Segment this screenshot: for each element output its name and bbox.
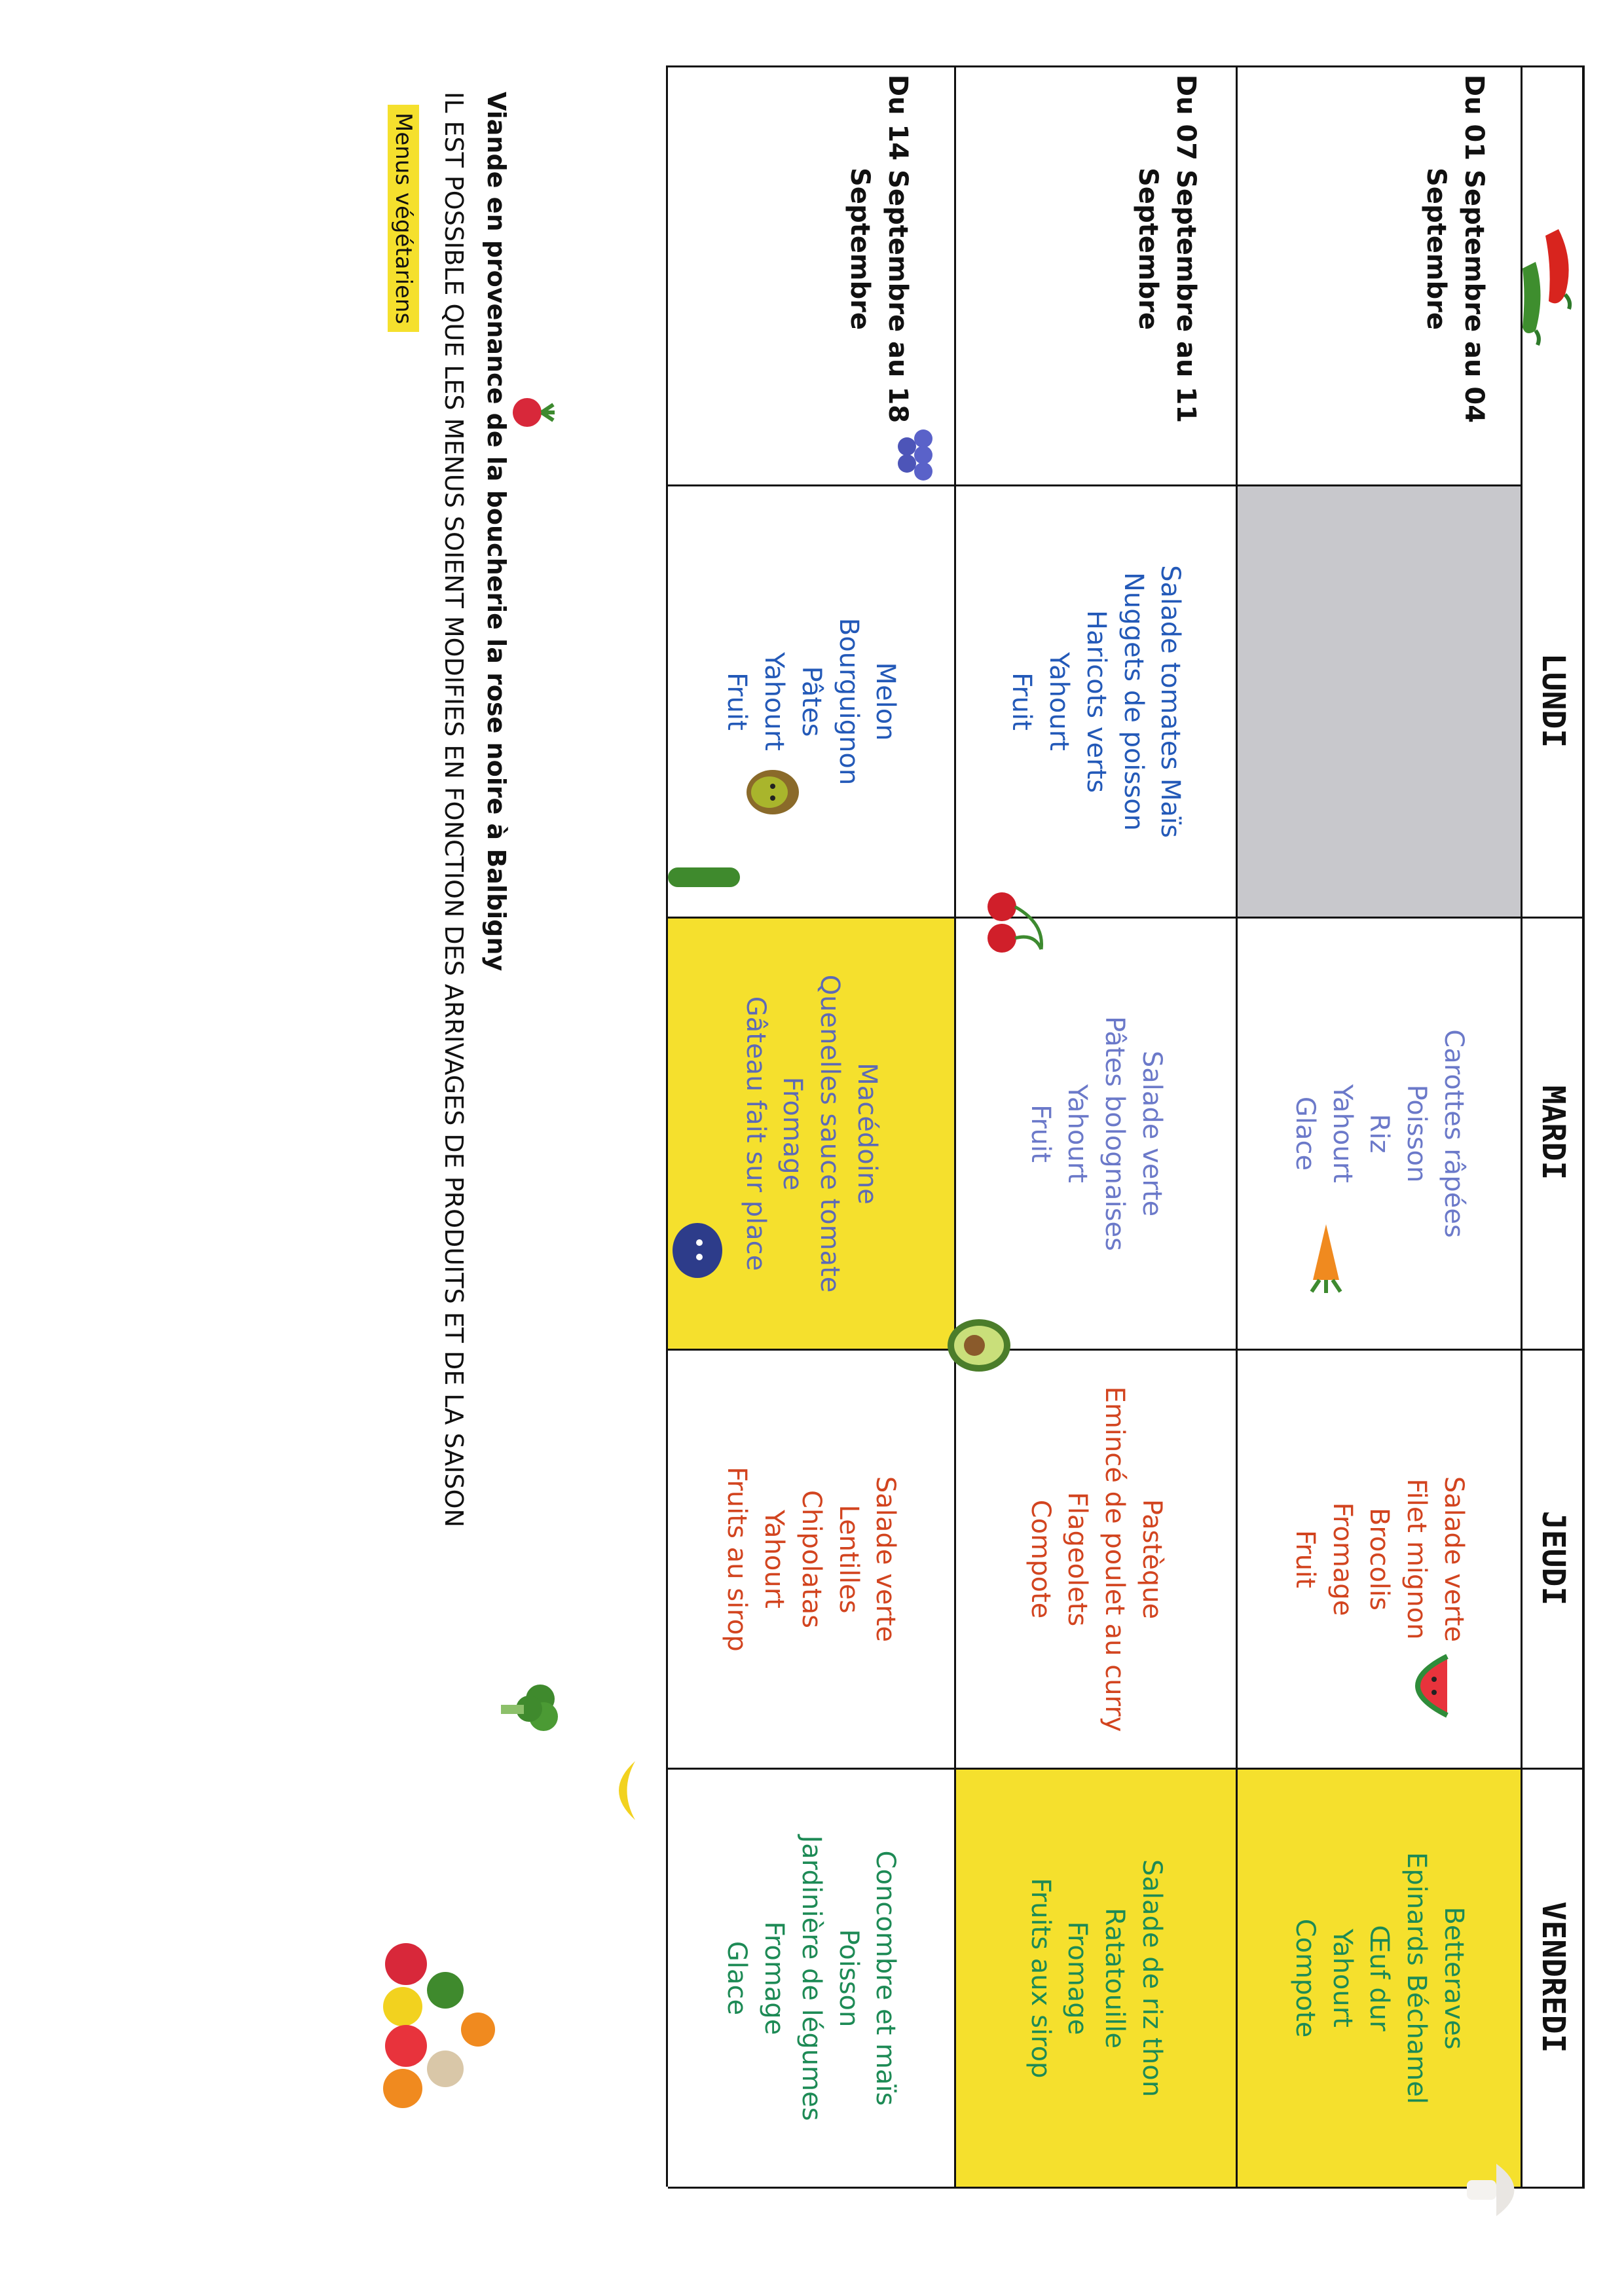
menu-item: Chipolatas bbox=[796, 1490, 826, 1628]
menu-item: Melon bbox=[870, 662, 901, 741]
menu-item: Fromage bbox=[777, 1076, 808, 1191]
menu-item: Compote bbox=[1025, 1499, 1056, 1619]
menu-item: Pastèque bbox=[1137, 1499, 1168, 1620]
menu-item: Macédoine bbox=[852, 1063, 883, 1205]
menu-cell-w3-lundi bbox=[668, 486, 954, 917]
menu-item: Fromage bbox=[1062, 1921, 1093, 2035]
watermelon-icon bbox=[1401, 1650, 1460, 1722]
menu-cell-w3-vendredi bbox=[668, 1770, 954, 2187]
menu-item: Yahourt bbox=[759, 1510, 790, 1609]
mushroom-icon bbox=[1460, 2160, 1532, 2219]
chili-pepper-icon bbox=[1513, 223, 1585, 354]
footer-disclaimer: IL EST POSSIBLE QUE LES MENUS SOIENT MODIFIES EN FONCTION DES ARRIVAGES DE PRODUITS ET DE LA SAISON bbox=[439, 92, 468, 1527]
footer-meat-origin: Viande en provenance de la boucherie la rose noire à Balbigny bbox=[482, 92, 511, 972]
header-mardi: MARDI bbox=[1535, 1085, 1572, 1180]
header-vendredi: VENDREDI bbox=[1535, 1901, 1572, 2053]
radish-icon bbox=[504, 386, 557, 439]
menu-cell-w1-vendredi bbox=[1238, 1770, 1521, 2187]
menu-item: Yahourt bbox=[1327, 1084, 1357, 1183]
menu-cell-w2-jeudi bbox=[956, 1351, 1236, 1768]
menu-item: Poisson bbox=[833, 1929, 864, 2028]
plum-icon bbox=[668, 1218, 727, 1283]
menu-item: Emincé de poulet au curry bbox=[1099, 1386, 1130, 1732]
menu-item: Pâtes bolognaises bbox=[1099, 1016, 1130, 1251]
menu-item: Quenelles sauce tomate bbox=[815, 974, 845, 1293]
menu-item: Filet mignon bbox=[1401, 1478, 1432, 1640]
menu-item: Glace bbox=[1289, 1096, 1320, 1171]
menu-cell-w3-jeudi bbox=[668, 1351, 954, 1768]
menu-item: Flageolets bbox=[1062, 1491, 1093, 1627]
grapes-icon bbox=[884, 419, 943, 491]
menu-item: Fruits au sirop bbox=[722, 1467, 752, 1652]
menu-item: Gâteau fait sur place bbox=[740, 996, 771, 1271]
menu-item: Haricots verts bbox=[1080, 610, 1111, 793]
menu-cell-w2-mardi bbox=[956, 919, 1236, 1349]
menu-item: Lentilles bbox=[833, 1504, 864, 1614]
menu-item: Yahourt bbox=[1327, 1929, 1357, 2028]
menu-item: Glace bbox=[722, 1941, 752, 2016]
menu-item: Salade verte bbox=[1137, 1050, 1168, 1217]
header-jeudi: JEUDI bbox=[1535, 1510, 1572, 1606]
week-label-1: Du 01 Septembre au 04 Septembre bbox=[1421, 74, 1489, 424]
menu-item: Compote bbox=[1289, 1918, 1320, 2038]
menu-item: Salade tomates Maïs bbox=[1155, 565, 1186, 838]
menu-item: Œuf dur bbox=[1364, 1925, 1395, 2032]
menu-cell-w3-mardi bbox=[668, 919, 954, 1349]
grid-line bbox=[668, 2187, 1585, 2189]
cucumber-icon bbox=[661, 858, 747, 897]
vegetable-basket-icon bbox=[367, 1938, 517, 2134]
menu-cell-w2-vendredi bbox=[956, 1770, 1236, 2187]
menu-item: Ratatouille bbox=[1099, 1907, 1130, 2049]
banana-icon bbox=[602, 1755, 648, 1827]
menu-cell-w2-lundi bbox=[956, 486, 1236, 917]
menu-item: Salade verte bbox=[870, 1476, 901, 1643]
menu-item: Betteraves bbox=[1439, 1906, 1469, 2050]
menu-cell-closed bbox=[1238, 486, 1521, 917]
menu-item: Fruits aux sirop bbox=[1025, 1878, 1056, 2079]
broccoli-icon bbox=[498, 1676, 563, 1741]
menu-item: Salade verte bbox=[1439, 1476, 1469, 1643]
menu-item: Fruit bbox=[722, 672, 752, 731]
menu-item: Fruit bbox=[1025, 1104, 1056, 1163]
avocado-icon bbox=[943, 1309, 1015, 1381]
kiwi-icon bbox=[740, 763, 805, 822]
menu-item: Poisson bbox=[1401, 1084, 1432, 1183]
menu-item: Concombre et maïs bbox=[870, 1850, 901, 2106]
menu-item: Riz bbox=[1364, 1114, 1395, 1154]
carrot-icon bbox=[1303, 1218, 1349, 1296]
menu-item: Yahourt bbox=[1062, 1084, 1093, 1183]
vegetarian-legend: Menus végétariens bbox=[388, 105, 419, 332]
header-lundi: LUNDI bbox=[1535, 653, 1572, 748]
menu-item: Fruit bbox=[1006, 672, 1037, 731]
menu-item: Yahourt bbox=[759, 652, 790, 751]
menu-item: Epinards Béchamel bbox=[1401, 1852, 1432, 2104]
menu-item: Brocolis bbox=[1364, 1507, 1395, 1611]
week-label-3: Du 14 Septembre au 18 Septembre bbox=[845, 74, 913, 424]
week-label-2: Du 07 Septembre au 11 Septembre bbox=[1133, 74, 1201, 424]
menu-item: Carottes râpées bbox=[1439, 1029, 1469, 1238]
menu-item: Fruit bbox=[1289, 1530, 1320, 1588]
menu-cell-w1-jeudi bbox=[1238, 1351, 1521, 1768]
menu-cell-w1-mardi bbox=[1238, 919, 1521, 1349]
menu-item: Nuggets de poisson bbox=[1118, 572, 1149, 831]
menu-item: Salade de riz thon bbox=[1137, 1859, 1168, 2098]
menu-item: Fromage bbox=[1327, 1502, 1357, 1616]
menu-item: Bourguignon bbox=[833, 617, 864, 786]
menu-item: Yahourt bbox=[1044, 652, 1075, 751]
cherries-icon bbox=[976, 887, 1048, 959]
menu-item: Pâtes bbox=[796, 666, 826, 737]
menu-item: Fromage bbox=[759, 1921, 790, 2035]
menu-item: Jardinière de légumes bbox=[796, 1835, 826, 2121]
